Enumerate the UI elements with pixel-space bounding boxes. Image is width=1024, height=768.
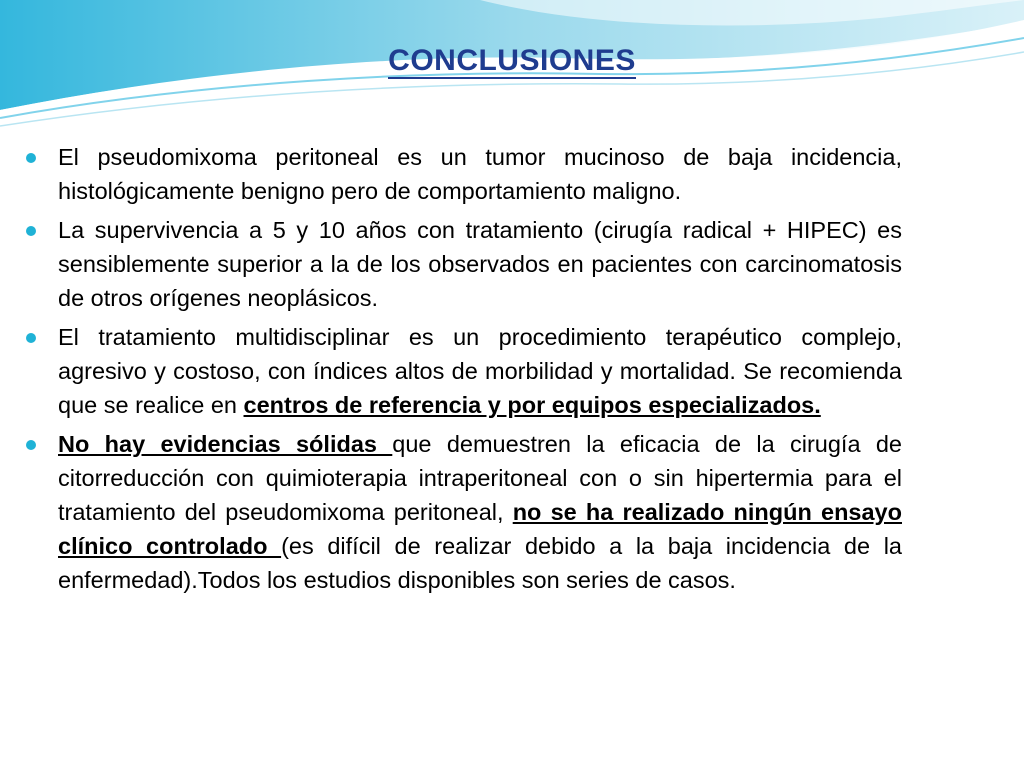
bullet-item [22, 213, 902, 315]
bullet-icon [26, 333, 36, 343]
bullet-emphasis: no se ha realizado ningún ensayo clínico controlado [58, 499, 902, 559]
bullet-emphasis: No hay evidencias sólidas [58, 431, 393, 457]
bullet-icon [26, 440, 36, 450]
bullet-list [22, 140, 902, 602]
bullet-emphasis: centros de referencia y por equipos especializados. [243, 392, 821, 418]
bullet-item [22, 140, 902, 208]
bullet-text: La supervivencia a 5 y 10 años con tratamiento (cirugía radical + HIPEC) es sensiblemente superior a la de los observados en pacientes con carcinomatosis de otros orígenes neoplásicos. [58, 217, 902, 311]
bullet-text: El pseudomixoma peritoneal es un tumor mucinoso de baja incidencia, histológicamente benigno pero de comportamiento maligno. [58, 144, 902, 204]
bullet-text: que demuestren la eficacia de la cirugía de citorreducción con quimioterapia intraperitoneal con o sin hipertermia para el tratamiento del pseudomixoma peritoneal, [58, 431, 902, 525]
bullet-icon [26, 226, 36, 236]
bullet-text: El tratamiento multidisciplinar es un procedimiento terapéutico complejo, agresivo y costoso, con índices altos de morbilidad y mortalidad. Se recomienda que se realice en [58, 324, 902, 418]
bullet-item [22, 427, 902, 597]
bullet-icon [26, 153, 36, 163]
bullet-item [22, 320, 902, 422]
slide-title: CONCLUSIONES [388, 44, 636, 77]
bullet-text: (es difícil de realizar debido a la baja incidencia de la enfermedad).Todos los estudios disponibles son series de casos. [58, 533, 902, 593]
